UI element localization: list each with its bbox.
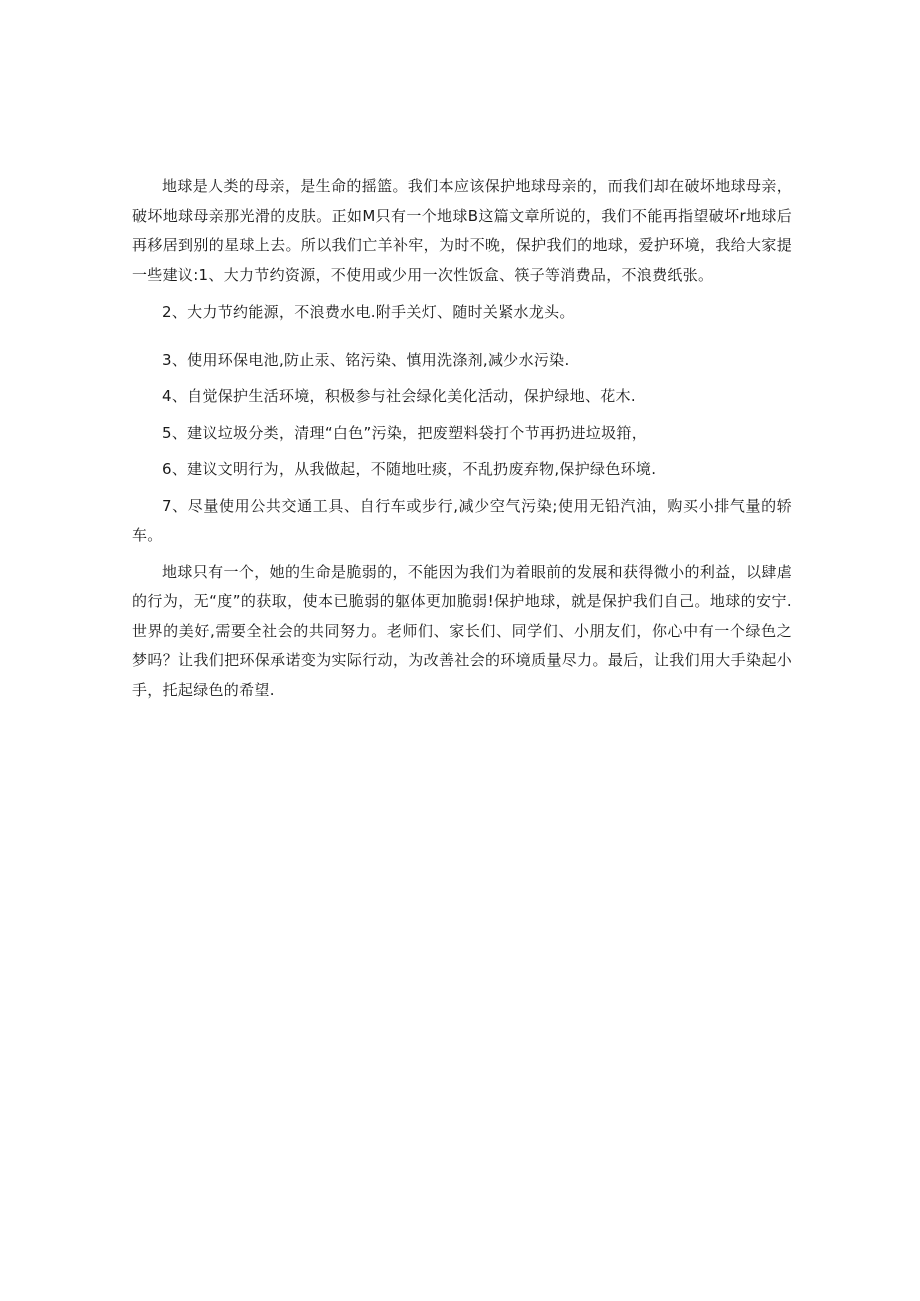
suggestion-7: 7、尽量使用公共交通工具、自行车或步行,减少空气污染;使用无铅汽油，购买小排气量的轿车。 [132, 496, 792, 544]
document-body [132, 172, 792, 705]
suggestion-2: 2、大力节约能源，不浪费水电.附手关灯、随时关紧水龙头。 [162, 303, 575, 321]
intro-paragraph: 地球是人类的母亲，是生命的摇篮。我们本应该保护地球母亲的，而我们却在破坏地球母亲，破坏地球母亲那光滑的皮肤。正如M只有一个地球B这篇文章所说的，我们不能再指望破坏r地球后再移居到别的星球上去。所以我们亡羊补牢，为时不晚，保护我们的地球，爱护环境，我给大家提一些建议:1、大力节约资源，不使用或少用一次性饭盒、筷子等消费品，不浪费纸张。 [132, 177, 792, 284]
suggestion-6: 6、建议文明行为，从我做起，不随地吐痰，不乱扔废弃物,保护绿色环境. [162, 460, 657, 478]
suggestion-4: 4、自觉保护生活环境，积极参与社会绿化美化活动，保护绿地、花木. [162, 387, 636, 405]
suggestion-5: 5、建议垃圾分类，清理“白色”污染，把废塑料袋打个节再扔进垃圾箝， [162, 423, 647, 442]
closing-paragraph: 地球只有一个，她的生命是脆弱的，不能因为我们为着眼前的发展和获得微小的利益，以肆虐的行为，无“度”的获取，使本已脆弱的躯体更加脆弱!保护地球，就是保护我们自己。地球的安宁.世界的美好,需要全社会的共同努力。老师们、家长们、同学们、小朋友们，你心中有一个绿色之梦吗？让我们把环保承诺变为实际行动，为改善社会的环境质量尽力。最后，让我们用大手染起小手，托起绿色的希望. [132, 562, 792, 699]
suggestion-3: 3、使用环保电池,防止汞、铭污染、慎用洗涤剂,减少水污染. [162, 350, 570, 369]
